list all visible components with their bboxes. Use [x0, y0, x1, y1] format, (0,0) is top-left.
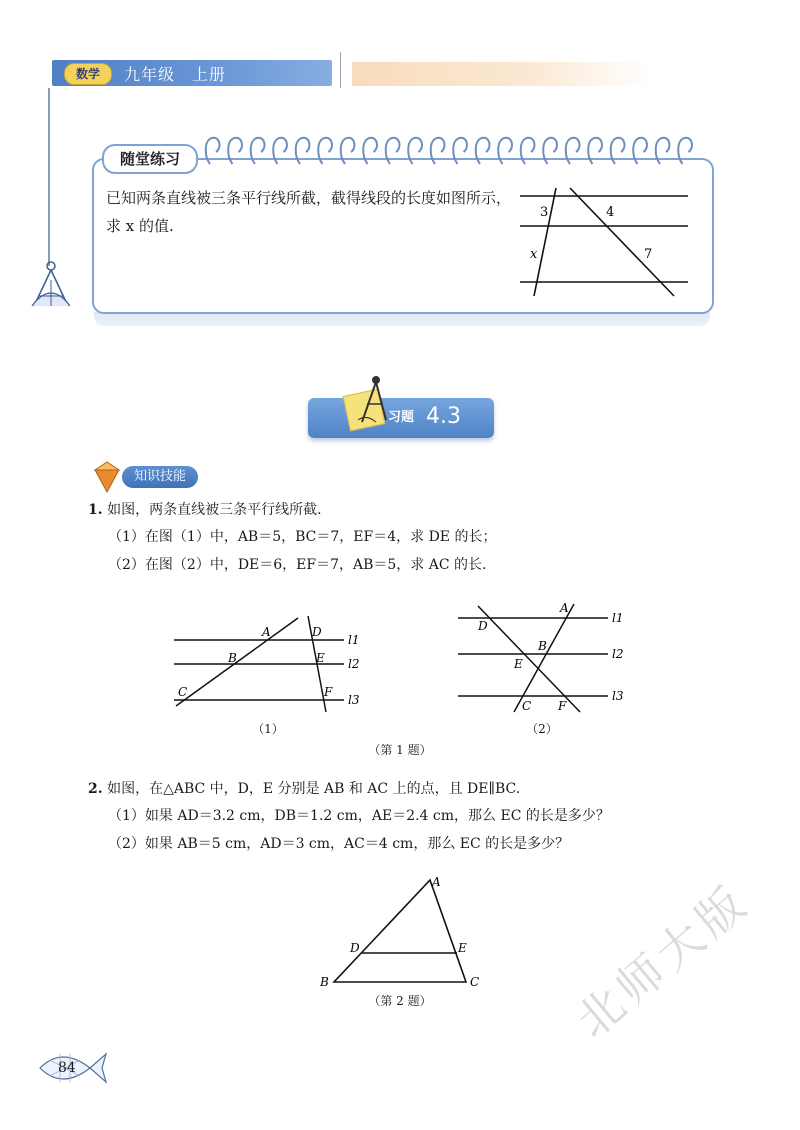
- fig-q2-label-D: D: [350, 941, 360, 955]
- q2-caption: （第 2 题）: [368, 994, 432, 1008]
- question-1-part-1: （1）在图（1）中，AB＝5，BC＝7，EF＝4，求 DE 的长；: [108, 529, 497, 545]
- binding-ring: [363, 138, 377, 164]
- binding-ring: [296, 138, 310, 164]
- label-x: x: [530, 247, 538, 262]
- fig2-label-B: B: [538, 639, 547, 653]
- binding-ring: [228, 138, 242, 164]
- fig1-label-B: B: [228, 651, 237, 665]
- fig1-label-D: D: [312, 625, 322, 639]
- fig1-label-A: A: [262, 625, 271, 639]
- compass-icon: [28, 258, 74, 312]
- binding-ring: [431, 138, 445, 164]
- binding-ring: [318, 138, 332, 164]
- publisher-watermark: 北师大版: [565, 873, 760, 1049]
- fig1-label-l1: l1: [348, 633, 360, 647]
- question-2-part-2: （2）如果 AB＝5 cm，AD＝3 cm，AC＝4 cm，那么 EC 的长是多少？: [108, 836, 570, 852]
- label-3: 3: [540, 205, 549, 220]
- fig2-caption: （2）: [526, 722, 558, 736]
- q1-figure-1: [168, 612, 368, 716]
- fig-q2-label-A: A: [432, 875, 441, 889]
- diamond-icon: [92, 460, 122, 494]
- question-2-number: 2.: [88, 781, 103, 797]
- binding-ring: [453, 138, 467, 164]
- exercise-label: 习题: [388, 410, 415, 425]
- header-fade-band: [352, 62, 652, 86]
- fig2-label-l2: l2: [612, 647, 624, 661]
- binding-ring: [656, 138, 670, 164]
- binding-ring: [251, 138, 265, 164]
- practice-question: 已知两条直线被三条平行线所截，截得线段的长度如图所示，求 x 的值.: [106, 189, 512, 235]
- binding-ring: [521, 138, 535, 164]
- drawing-compass-icon: [356, 374, 390, 426]
- fig2-label-E: E: [514, 657, 523, 671]
- practice-label: 随堂练习: [102, 144, 198, 174]
- binding-ring: [611, 138, 625, 164]
- question-1-number: 1.: [88, 502, 103, 518]
- question-2: [88, 779, 520, 799]
- binding-ring: [588, 138, 602, 164]
- fig1-caption: （1）: [252, 722, 284, 736]
- fig2-label-A: A: [560, 601, 569, 615]
- fig-q2-label-E: E: [458, 941, 467, 955]
- practice-box-shadow: [94, 312, 710, 326]
- fig1-label-l3: l3: [348, 693, 360, 707]
- fig2-label-l3: l3: [612, 689, 624, 703]
- fig2-label-D: D: [478, 619, 488, 633]
- label-7: 7: [644, 247, 653, 262]
- fig2-label-C: C: [522, 699, 532, 713]
- page-number: 84: [58, 1060, 76, 1076]
- question-2-stem: 如图，在△ABC 中，D，E 分别是 AB 和 AC 上的点，且 DE∥BC.: [107, 781, 521, 797]
- margin-line: [48, 88, 50, 266]
- question-2-part-1: （1）如果 AD＝3.2 cm，DB＝1.2 cm，AE＝2.4 cm，那么 EC 的长是多少？: [108, 808, 610, 824]
- binding-ring: [386, 138, 400, 164]
- binding-ring: [476, 138, 490, 164]
- practice-figure: [512, 182, 696, 300]
- binding-ring: [341, 138, 355, 164]
- binding-ring: [206, 138, 220, 164]
- binding-ring: [543, 138, 557, 164]
- binding-ring: [498, 138, 512, 164]
- fig-q2-label-B: B: [320, 975, 329, 988]
- binding-ring: [566, 138, 580, 164]
- binding-ring: [633, 138, 647, 164]
- fig1-label-E: E: [316, 651, 325, 665]
- fig2-label-F: F: [558, 699, 567, 713]
- spiral-binding: [200, 134, 710, 170]
- subject-badge: 数学: [64, 63, 112, 85]
- book-title: 九年级 上册: [124, 65, 227, 84]
- fig1-label-l2: l2: [348, 657, 360, 671]
- fig1-label-F: F: [324, 685, 333, 699]
- header-divider: [340, 52, 341, 88]
- section-label: 知识技能: [122, 466, 198, 488]
- binding-ring: [273, 138, 287, 164]
- q1-caption: （第 1 题）: [368, 743, 432, 757]
- question-1: [88, 500, 322, 520]
- fig-q2-label-C: C: [470, 975, 480, 988]
- fig2-label-l1: l1: [612, 611, 624, 625]
- q1-figure-2: [452, 598, 632, 716]
- q2-figure: [316, 872, 486, 988]
- question-1-part-2: （2）在图（2）中，DE＝6，EF＝7，AB＝5，求 AC 的长.: [108, 557, 487, 573]
- binding-ring: [408, 138, 422, 164]
- question-1-stem: 如图，两条直线被三条平行线所截.: [107, 502, 322, 518]
- fig1-label-C: C: [178, 685, 188, 699]
- exercise-number: 4.3: [426, 404, 461, 429]
- label-4: 4: [606, 205, 615, 220]
- binding-ring: [678, 138, 692, 164]
